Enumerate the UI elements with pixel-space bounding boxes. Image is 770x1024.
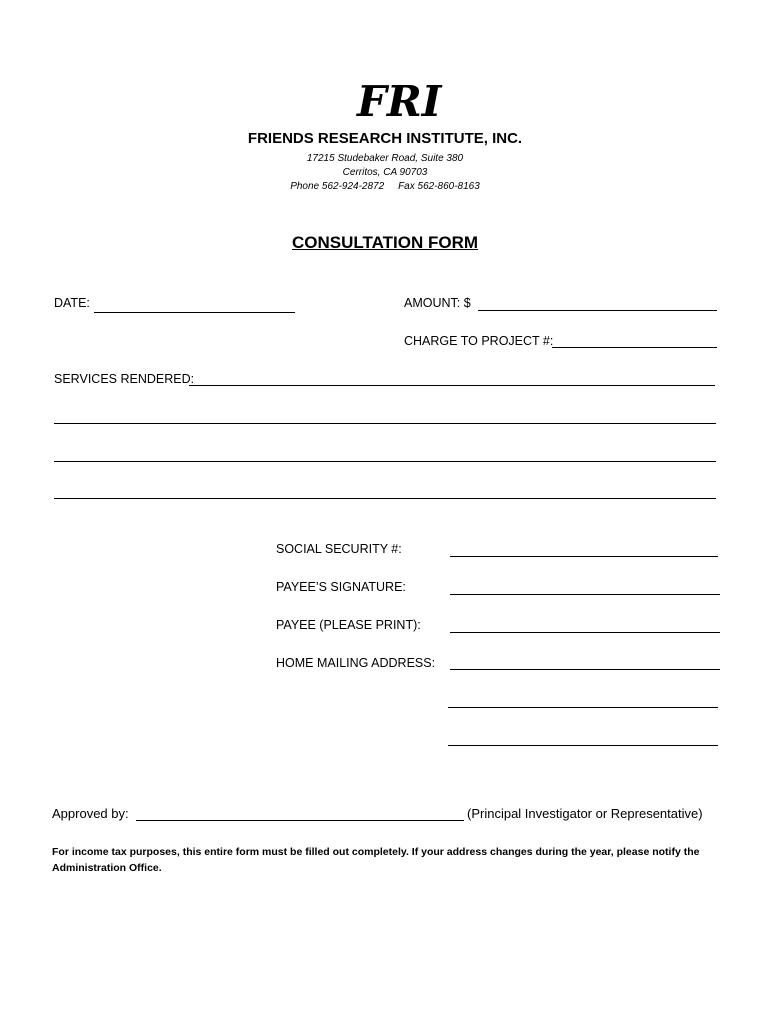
approved-label: Approved by:	[52, 806, 129, 821]
services-field-line-3[interactable]	[54, 461, 716, 462]
ssn-label: SOCIAL SECURITY #:	[276, 542, 402, 556]
payee-print-field[interactable]	[450, 632, 720, 633]
address-line-1: 17215 Studebaker Road, Suite 380	[306, 153, 464, 164]
address-field-line-2[interactable]	[448, 707, 718, 708]
project-field[interactable]	[552, 347, 717, 348]
approved-field[interactable]	[136, 820, 464, 821]
phone-text: Phone 562-924-2872	[290, 181, 385, 192]
address-line-2: Cerritos, CA 90703	[342, 167, 428, 178]
date-label: DATE:	[54, 296, 90, 310]
fri-logo	[355, 72, 442, 126]
payee-print-label: PAYEE (PLEASE PRINT):	[276, 618, 421, 632]
address-label: HOME MAILING ADDRESS:	[276, 656, 436, 670]
project-label: CHARGE TO PROJECT #:	[404, 334, 554, 348]
fri-logo-mark	[355, 72, 442, 126]
approved-note: (Principal Investigator or Representative)	[467, 806, 703, 821]
form-title: CONSULTATION FORM	[291, 233, 479, 252]
contact-line	[0, 181, 770, 192]
address-field-line-3[interactable]	[448, 745, 718, 746]
services-field-line-2[interactable]	[54, 423, 716, 424]
footer-note: For income tax purposes, this entire form must be filled out completely. If your address changes during the year, please notify the Administration Office.	[52, 846, 700, 874]
services-field-line-4[interactable]	[54, 498, 716, 499]
services-label: SERVICES RENDERED:	[54, 372, 195, 386]
org-name: FRIENDS RESEARCH INSTITUTE, INC.	[247, 130, 523, 147]
amount-label: AMOUNT: $	[404, 296, 471, 310]
fax-text: Fax 562-860-8163	[398, 181, 480, 192]
date-field[interactable]	[94, 312, 295, 313]
fri-logo-text: FRI	[357, 77, 442, 126]
signature-label: PAYEE’S SIGNATURE:	[276, 580, 406, 594]
services-field-line-1[interactable]	[189, 385, 715, 386]
signature-field[interactable]	[450, 594, 720, 595]
amount-field[interactable]	[478, 310, 717, 311]
address-field-line-1[interactable]	[450, 669, 720, 670]
ssn-field[interactable]	[450, 556, 718, 557]
